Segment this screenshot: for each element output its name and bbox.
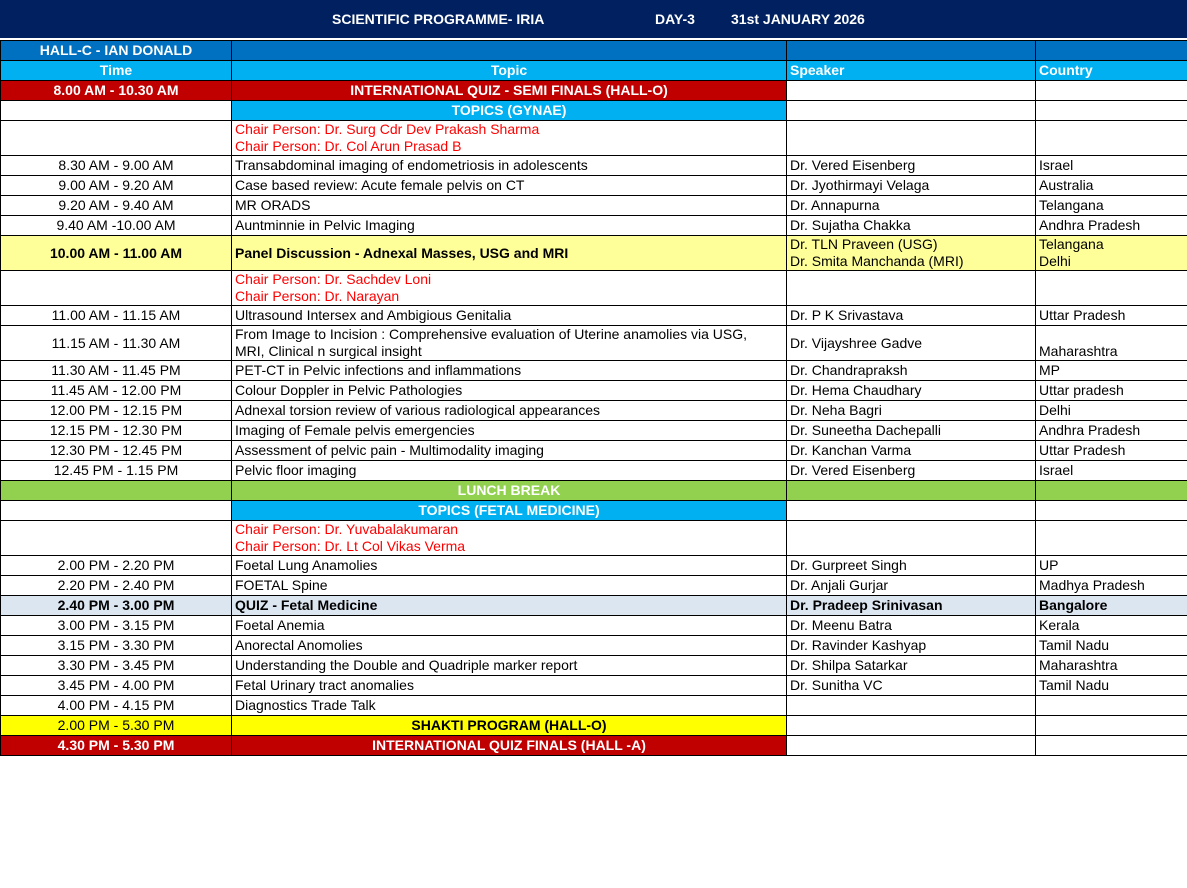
session-speaker: Dr. Ravinder Kashyap bbox=[787, 636, 1036, 656]
chair-row bbox=[1, 271, 1187, 306]
table-row bbox=[1, 196, 1187, 216]
session-time: 2.00 PM - 2.20 PM bbox=[1, 556, 232, 576]
session-speaker: Dr. Smita Manchanda (MRI) bbox=[790, 253, 964, 269]
session-time: 12.15 PM - 12.30 PM bbox=[1, 421, 232, 441]
chair-person: Chair Person: Dr. Col Arun Prasad B bbox=[235, 138, 462, 154]
session-country: Andhra Pradesh bbox=[1036, 216, 1187, 236]
session-speaker: Dr. Meenu Batra bbox=[787, 616, 1036, 636]
session-topic: Assessment of pelvic pain - Multimodality imaging bbox=[232, 441, 787, 461]
shakti-time: 2.00 PM - 5.30 PM bbox=[1, 716, 232, 736]
session-topic: Auntminnie in Pelvic Imaging bbox=[232, 216, 787, 236]
session-topic: Panel Discussion - Adnexal Masses, USG and MRI bbox=[232, 236, 787, 271]
day-label: DAY-3 bbox=[655, 11, 695, 27]
section-row-fetal bbox=[1, 501, 1187, 521]
session-speaker: Dr. Suneetha Dachepalli bbox=[787, 421, 1036, 441]
table-row bbox=[1, 421, 1187, 441]
table-row bbox=[1, 361, 1187, 381]
session-topic: Colour Doppler in Pelvic Pathologies bbox=[232, 381, 787, 401]
chair-person: Chair Person: Dr. Yuvabalakumaran bbox=[235, 521, 459, 537]
session-speaker: Dr. Neha Bagri bbox=[787, 401, 1036, 421]
quiz-semifinal-row bbox=[1, 81, 1187, 101]
panel-discussion-row bbox=[1, 236, 1187, 271]
table-row bbox=[1, 156, 1187, 176]
session-topic: Fetal Urinary tract anomalies bbox=[232, 676, 787, 696]
session-country: Delhi bbox=[1039, 253, 1071, 269]
header-speaker: Speaker bbox=[787, 61, 1036, 81]
session-speaker: Dr. TLN Praveen (USG) bbox=[790, 236, 938, 252]
session-time: 3.30 PM - 3.45 PM bbox=[1, 656, 232, 676]
header-topic: Topic bbox=[232, 61, 787, 81]
session-time: 9.00 AM - 9.20 AM bbox=[1, 176, 232, 196]
session-topic: From Image to Incision : Comprehensive evaluation of Uterine anamolies via USG, bbox=[235, 326, 748, 342]
session-topic: Understanding the Double and Quadriple marker report bbox=[232, 656, 787, 676]
session-country: Maharashtra bbox=[1036, 326, 1187, 361]
shakti-title: SHAKTI PROGRAM (HALL-O) bbox=[232, 716, 787, 736]
session-speaker: Dr. Pradeep Srinivasan bbox=[787, 596, 1036, 616]
quiz-final-row bbox=[1, 736, 1187, 756]
session-country: Uttar Pradesh bbox=[1036, 441, 1187, 461]
session-time: 11.45 AM - 12.00 PM bbox=[1, 381, 232, 401]
session-speaker: Dr. Vijayshree Gadve bbox=[787, 326, 1036, 361]
session-time: 12.30 PM - 12.45 PM bbox=[1, 441, 232, 461]
schedule-table bbox=[0, 40, 1187, 756]
session-time: 9.40 AM -10.00 AM bbox=[1, 216, 232, 236]
session-topic: MRI, Clinical n surgical insight bbox=[235, 343, 422, 359]
session-country: Israel bbox=[1036, 461, 1187, 481]
chair-person: Chair Person: Dr. Sachdev Loni bbox=[235, 271, 432, 287]
session-country: Maharashtra bbox=[1036, 656, 1187, 676]
session-topic: Foetal Lung Anamolies bbox=[232, 556, 787, 576]
session-country bbox=[1036, 696, 1187, 716]
section-title-fetal: TOPICS (FETAL MEDICINE) bbox=[232, 501, 787, 521]
session-topic: Pelvic floor imaging bbox=[232, 461, 787, 481]
chair-row bbox=[1, 121, 1187, 156]
header-time: Time bbox=[1, 61, 232, 81]
table-row bbox=[1, 381, 1187, 401]
lunch-break-row bbox=[1, 481, 1187, 501]
table-row bbox=[1, 176, 1187, 196]
session-country: Israel bbox=[1036, 156, 1187, 176]
session-topic: Anorectal Anomolies bbox=[232, 636, 787, 656]
session-time: 11.30 AM - 11.45 PM bbox=[1, 361, 232, 381]
session-time: 3.15 PM - 3.30 PM bbox=[1, 636, 232, 656]
table-row bbox=[1, 556, 1187, 576]
session-speaker: Dr. Anjali Gurjar bbox=[787, 576, 1036, 596]
session-time: 9.20 AM - 9.40 AM bbox=[1, 196, 232, 216]
table-row bbox=[1, 216, 1187, 236]
table-row bbox=[1, 326, 1187, 361]
section-title-gynae: TOPICS (GYNAE) bbox=[232, 101, 787, 121]
session-speaker: Dr. Shilpa Satarkar bbox=[787, 656, 1036, 676]
session-topic: QUIZ - Fetal Medicine bbox=[232, 596, 787, 616]
session-topic: Transabdominal imaging of endometriosis in adolescents bbox=[232, 156, 787, 176]
session-topic: Adnexal torsion review of various radiological appearances bbox=[232, 401, 787, 421]
session-time: 4.00 PM - 4.15 PM bbox=[1, 696, 232, 716]
table-row bbox=[1, 576, 1187, 596]
session-speaker: Dr. Sunitha VC bbox=[787, 676, 1036, 696]
table-row bbox=[1, 676, 1187, 696]
session-time: 8.30 AM - 9.00 AM bbox=[1, 156, 232, 176]
session-topic: Imaging of Female pelvis emergencies bbox=[232, 421, 787, 441]
session-time: 2.40 PM - 3.00 PM bbox=[1, 596, 232, 616]
session-country: Madhya Pradesh bbox=[1036, 576, 1187, 596]
session-time: 12.00 PM - 12.15 PM bbox=[1, 401, 232, 421]
session-time: 12.45 PM - 1.15 PM bbox=[1, 461, 232, 481]
quiz-final-time: 4.30 PM - 5.30 PM bbox=[1, 736, 232, 756]
session-speaker: Dr. Vered Eisenberg bbox=[787, 461, 1036, 481]
session-speaker: Dr. Kanchan Varma bbox=[787, 441, 1036, 461]
session-topic: FOETAL Spine bbox=[232, 576, 787, 596]
session-speaker: Dr. Sujatha Chakka bbox=[787, 216, 1036, 236]
column-header-row bbox=[1, 61, 1187, 81]
session-time: 11.15 AM - 11.30 AM bbox=[1, 326, 232, 361]
session-country: Tamil Nadu bbox=[1036, 636, 1187, 656]
quiz-semifinal-time: 8.00 AM - 10.30 AM bbox=[1, 81, 232, 101]
session-country: Andhra Pradesh bbox=[1036, 421, 1187, 441]
session-time: 2.20 PM - 2.40 PM bbox=[1, 576, 232, 596]
session-speaker: Dr. Jyothirmayi Velaga bbox=[787, 176, 1036, 196]
section-row-gynae bbox=[1, 101, 1187, 121]
session-topic: Foetal Anemia bbox=[232, 616, 787, 636]
table-row bbox=[1, 441, 1187, 461]
lunch-break-label: LUNCH BREAK bbox=[232, 481, 787, 501]
table-row bbox=[1, 306, 1187, 326]
session-country: Uttar pradesh bbox=[1036, 381, 1187, 401]
table-row bbox=[1, 616, 1187, 636]
session-time: 3.00 PM - 3.15 PM bbox=[1, 616, 232, 636]
chair-person: Chair Person: Dr. Surg Cdr Dev Prakash Sharma bbox=[235, 121, 540, 137]
session-country: MP bbox=[1036, 361, 1187, 381]
session-speaker bbox=[787, 696, 1036, 716]
session-country: Kerala bbox=[1036, 616, 1187, 636]
table-row bbox=[1, 656, 1187, 676]
session-country: Tamil Nadu bbox=[1036, 676, 1187, 696]
session-topic: Ultrasound Intersex and Ambigious Genitalia bbox=[232, 306, 787, 326]
session-country: Australia bbox=[1036, 176, 1187, 196]
session-country: Telangana bbox=[1036, 196, 1187, 216]
chair-row bbox=[1, 521, 1187, 556]
chair-person: Chair Person: Dr. Lt Col Vikas Verma bbox=[235, 538, 466, 554]
quiz-final-title: INTERNATIONAL QUIZ FINALS (HALL -A) bbox=[232, 736, 787, 756]
hall-label: HALL-C - IAN DONALD bbox=[1, 41, 232, 61]
session-time: 10.00 AM - 11.00 AM bbox=[1, 236, 232, 271]
session-country: Bangalore bbox=[1036, 596, 1187, 616]
header-country: Country bbox=[1036, 61, 1187, 81]
session-country: Delhi bbox=[1036, 401, 1187, 421]
programme-banner bbox=[0, 0, 1187, 38]
quiz-fetal-row bbox=[1, 596, 1187, 616]
session-speaker: Dr. Gurpreet Singh bbox=[787, 556, 1036, 576]
table-row bbox=[1, 461, 1187, 481]
date-label: 31st JANUARY 2026 bbox=[731, 11, 865, 27]
table-row bbox=[1, 401, 1187, 421]
session-speaker: Dr. Chandrapraksh bbox=[787, 361, 1036, 381]
session-country: Telangana bbox=[1039, 236, 1104, 252]
session-topic: MR ORADS bbox=[232, 196, 787, 216]
table-row bbox=[1, 636, 1187, 656]
session-topic: PET-CT in Pelvic infections and inflammations bbox=[232, 361, 787, 381]
session-speaker: Dr. P K Srivastava bbox=[787, 306, 1036, 326]
session-time: 3.45 PM - 4.00 PM bbox=[1, 676, 232, 696]
session-speaker: Dr. Vered Eisenberg bbox=[787, 156, 1036, 176]
session-speaker: Dr. Hema Chaudhary bbox=[787, 381, 1036, 401]
session-country: Uttar Pradesh bbox=[1036, 306, 1187, 326]
hall-row bbox=[1, 41, 1187, 61]
quiz-semifinal-title: INTERNATIONAL QUIZ - SEMI FINALS (HALL-O) bbox=[232, 81, 787, 101]
session-topic: Case based review: Acute female pelvis on CT bbox=[232, 176, 787, 196]
chair-person: Chair Person: Dr. Narayan bbox=[235, 288, 400, 304]
session-time: 11.00 AM - 11.15 AM bbox=[1, 306, 232, 326]
session-topic: Diagnostics Trade Talk bbox=[232, 696, 787, 716]
shakti-program-row bbox=[1, 716, 1187, 736]
session-speaker: Dr. Annapurna bbox=[787, 196, 1036, 216]
table-row bbox=[1, 696, 1187, 716]
session-country: UP bbox=[1036, 556, 1187, 576]
programme-title: SCIENTIFIC PROGRAMME- IRIA bbox=[332, 11, 545, 27]
